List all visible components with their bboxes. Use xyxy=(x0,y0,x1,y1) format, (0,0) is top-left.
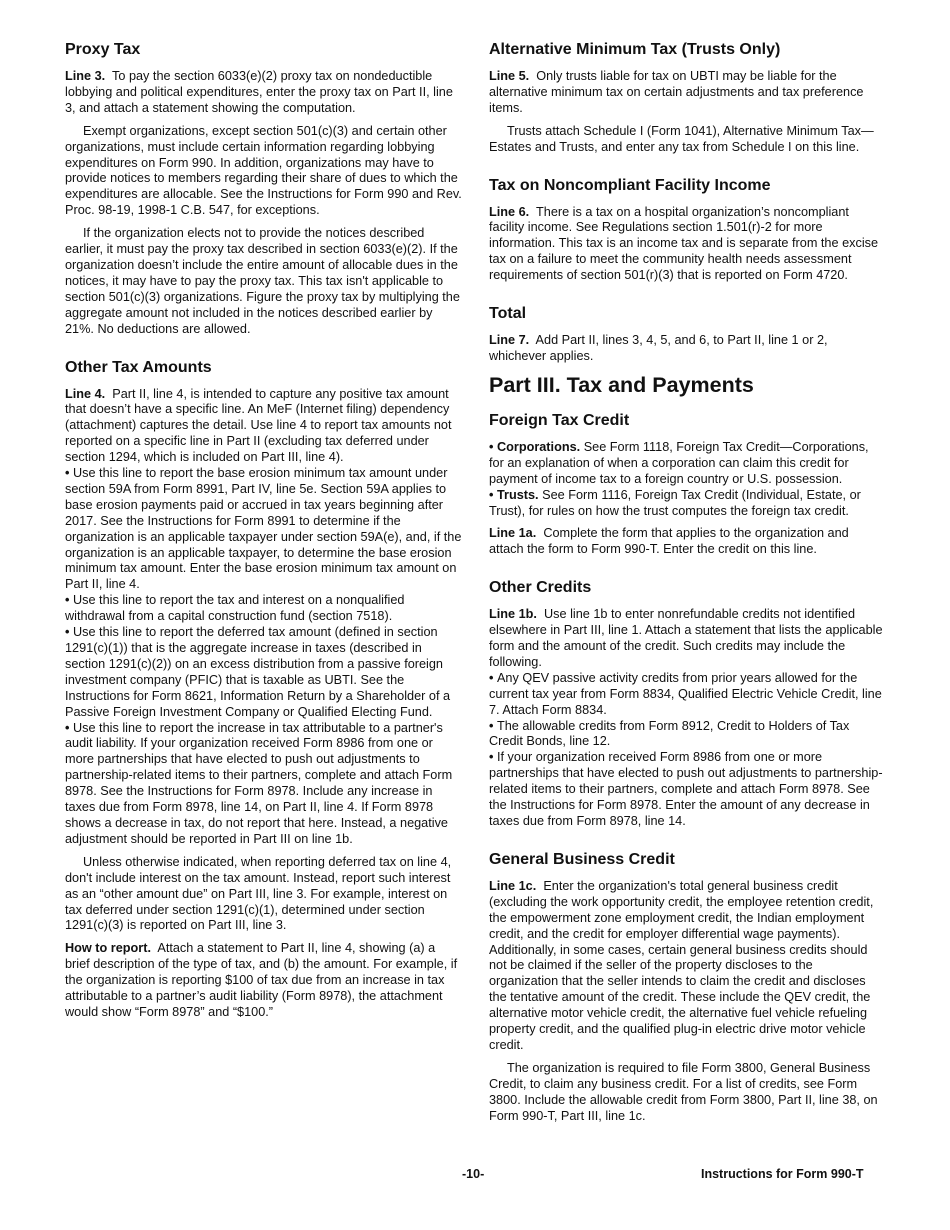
how-to-report-label: How to report. xyxy=(65,941,151,956)
line-1c-label: Line 1c. xyxy=(489,878,537,893)
line-1a-label: Line 1a. xyxy=(489,526,537,541)
paragraph-line-6 xyxy=(489,205,885,285)
line-5-text: Only trusts liable for tax on UBTI may be liable for the alternative minimum tax on certain adjustments and tax preference items. xyxy=(489,69,864,115)
paragraph-notices: If the organization elects not to provide the notices described earlier, it must pay the proxy tax described in section 6033(e)(2). If the organization doesn’t include the entire amount of allocable dues in the notices, it may have to pay the proxy tax. This tax isn't applicable to section 501(c)(3) organizations. Figure the proxy tax by multiplying the aggregate amount not included in the notices described earlier by 21%. No deductions are allowed. xyxy=(65,226,460,336)
bullet-capital-construction-fund: • Use this line to report the tax and interest on a nonqualified withdrawal from a capital construction fund (section 7518). xyxy=(65,593,463,625)
right-column xyxy=(489,40,885,1132)
paragraph-trusts-schedule-i: Trusts attach Schedule I (Form 1041), Alternative Minimum Tax—Estates and Trusts, and enter any tax from Schedule I on this line. xyxy=(489,123,874,154)
paragraph-deferred-interest: Unless otherwise indicated, when reporting deferred tax on line 4, don't include interest on the tax amount. Instead, report such interest as an “other amount due” on Part III, line 3. For example, interest on tax deferred under section 1291(c)(1), determined under section 1291(c)(3) is reported on Part III, line 3. xyxy=(65,854,452,933)
paragraph-line-1c xyxy=(489,879,885,1054)
line-1c-text: Enter the organization's total general business credit (excluding the work opportunity credit, the employee retention credit, the empowerment zone employment credit, the Indian employment credit, and the credit for employer differential wage payments). Additionally, in some cases, certain general business credits should not be claimed if the seller of the property discloses to the organization that the seller intends to claim the credit and discloses the tentative amount of the credit. These include the QEV credit, the alternative motor vehicle credit, the alternative fuel vehicle refueling property credit, and the qualified plug-in electric drive motor vehicle credit. xyxy=(489,878,874,1052)
trusts-text: See Form 1116, Foreign Tax Credit (Individual, Estate, or Trust), for rules on how the trust computes the foreign tax credit. xyxy=(489,487,861,518)
bullet-form-8912: • The allowable credits from Form 8912, Credit to Holders of Tax Credit Bonds, line 12. xyxy=(489,719,885,751)
footer-form-title: Instructions for Form 990-T xyxy=(701,1167,864,1181)
section-heading-amt: Alternative Minimum Tax (Trusts Only) xyxy=(489,41,781,58)
section-heading-proxy-tax: Proxy Tax xyxy=(65,41,141,58)
trusts-label: Trusts. xyxy=(496,487,539,502)
paragraph-line-1a xyxy=(489,526,885,558)
line-4-text: Part II, line 4, is intended to capture any positive tax amount that doesn’t have a specific line. An MeF (Internet filing) dependency (attachment) captures the detail. Use line 4 to report tax amounts not reported on a specific line in Part II (excluding tax deferred under section 1294, which is included on Part III, line 4). xyxy=(65,386,452,465)
bullet-form-8986: • If your organization received Form 8986 from one or more partnerships that have elected to push out adjustments to partnership-related items to their partners, complete and attach Form 8978. See the Instructions for Form 8978. Enter the amount of any decrease in taxes due from Form 8978, line 14. xyxy=(489,750,885,830)
paragraph-line-4 xyxy=(65,387,463,467)
line-7-label: Line 7. xyxy=(489,333,530,348)
bullet-corporations xyxy=(489,440,885,488)
corporations-label: Corporations. xyxy=(496,439,581,454)
bullet-qev-credits: • Any QEV passive activity credits from prior years allowed for the current tax year from Form 8834, Qualified Electric Vehicle Credit, line 7. Attach Form 8834. xyxy=(489,671,885,719)
section-heading-foreign-tax-credit: Foreign Tax Credit xyxy=(489,411,630,429)
paragraph-line-5 xyxy=(489,69,885,117)
line-1b-text: Use line 1b to enter nonrefundable credits not identified elsewhere in Part III, line 1. Attach a statement that lists the applicable form and the amount of the credit. Such credits may include the following. xyxy=(489,607,883,669)
section-heading-other-credits: Other Credits xyxy=(489,579,592,597)
corporations-text: See Form 1118, Foreign Tax Credit—Corporations, for an explanation of when a corporation can claim this credit for payment of income tax to a foreign country or U.S. possession. xyxy=(489,439,869,486)
how-to-report-text: Attach a statement to Part II, line 4, showing (a) a brief description of the type of tax, and (b) the amount. For example, if the organization is reporting $100 of tax due from an increase in tax attributable to a partner’s audit liability (Form 8978), the attachment would show “Form 8978” and “$100.” xyxy=(65,941,458,1019)
paragraph-how-to-report xyxy=(65,941,463,1021)
bullet-trusts xyxy=(489,488,885,520)
bullet-deferred-tax-pfic: • Use this line to report the deferred tax amount (defined in section 1291(c)(1)) that is the aggregate increase in taxes (described in section 1291(c)(2)) on an excess distribution from a passive foreign investment company (PFIC) that is taxable as UBTI. See the Instructions for Form 8621, Information Return by a Shareholder of a Passive Foreign Investment Company or Qualified Electing Fund. xyxy=(65,625,463,720)
line-4-label: Line 4. xyxy=(65,386,106,401)
part-3-title: Part III. Tax and Payments xyxy=(489,372,754,397)
line-7-text: Add Part II, lines 3, 4, 5, and 6, to Part II, line 1 or 2, whichever applies. xyxy=(489,333,828,363)
section-heading-total: Total xyxy=(489,305,527,323)
line-5-label: Line 5. xyxy=(489,69,530,83)
line-6-text: There is a tax on a hospital organization’s noncompliant facility income. See Regulations section 1.501(r)-2 for more information. This tax is an income tax and is separate from the excise tax on a failure to meet the community health needs assessment requirements of section 501(r)(3) that is reported on Form 4720. xyxy=(489,204,879,283)
line-3-label: Line 3. xyxy=(65,69,106,83)
line-3-text: To pay the section 6033(e)(2) proxy tax on nondeductible lobbying and political expenditures, enter the proxy tax on Part II, line 3, and attach a statement showing the computation. xyxy=(65,69,453,115)
bullet-partner-audit-liability: • Use this line to report the increase in tax attributable to a partner's audit liability. If your organization received Form 8986 from one or more partnerships that have elected to push out adjustments to partnership-related items to their partners, complete and attach Form 8978. See the Instructions for Form 8978. Include any increase in taxes due from Form 8978, line 14, on Part II, line 4. If Form 8978 shows a decrease in tax, do not report that here. Instead, a negative adjustment should be reported in Part III on line 1b. xyxy=(65,721,463,848)
section-heading-general-business-credit: General Business Credit xyxy=(489,850,675,868)
section-heading-other-tax-amounts: Other Tax Amounts xyxy=(65,358,212,376)
line-1b-label: Line 1b. xyxy=(489,607,537,622)
paragraph-line-1b xyxy=(489,607,885,671)
bullet-base-erosion: • Use this line to report the base erosion minimum tax amount under section 59A from Form 8991, Part IV, line 5e. Section 59A applies to base erosion payments paid or accrued in tax years beginning after 2017. See the Instructions for Form 8991 to determine if the organization is an applicable taxpayer under section 59A(e), and, if the organization is an applicable taxpayer, to determine the base erosion minimum tax amount. Enter the base erosion minimum tax amount on Part II, line 4. xyxy=(65,466,463,593)
paragraph-line-7 xyxy=(489,333,885,365)
paragraph-form-3800: The organization is required to file Form 3800, General Business Credit, to claim any business credit. For a list of credits, see Form 3800. Include the allowable credit from Form 3800, Part II, line 38, on Form 990-T, Part III, line 1c. xyxy=(489,1060,878,1123)
page-number: -10- xyxy=(462,1167,485,1181)
paragraph-exempt-orgs: Exempt organizations, except section 501(c)(3) and certain other organizations, must include certain information regarding lobbying expenditures on Form 990. In addition, organizations may have to provide notices to members regarding their share of dues to which the expenditures are allocable. See the Instructions for Form 990 and Rev. Proc. 98-19, 1998-1 C.B. 547, for exceptions. xyxy=(65,123,462,218)
paragraph-line-3 xyxy=(65,69,463,117)
line-6-label: Line 6. xyxy=(489,204,530,219)
line-1a-text: Complete the form that applies to the organization and attach the form to Form 990-T. Enter the credit on this line. xyxy=(489,526,849,557)
left-column xyxy=(65,40,463,1028)
section-heading-noncompliant: Tax on Noncompliant Facility Income xyxy=(489,176,771,194)
